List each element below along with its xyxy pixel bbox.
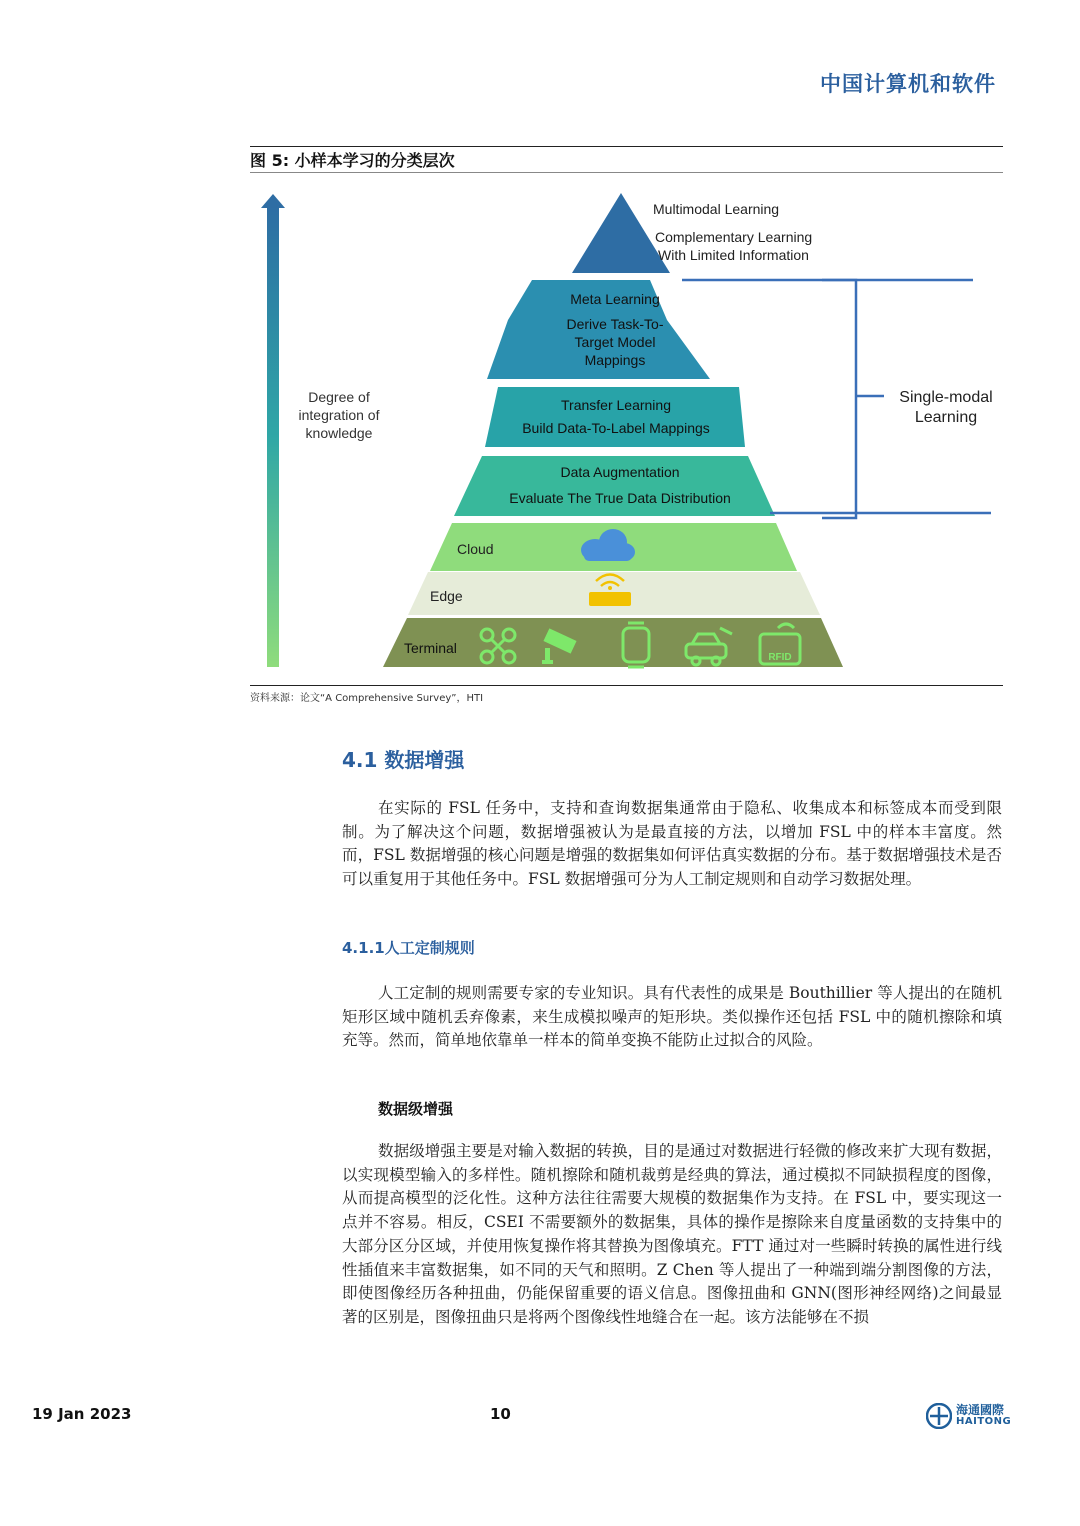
haitong-logo <box>926 1403 1011 1429</box>
figure-top-rule <box>250 146 1003 147</box>
tier-top-line2: With Limited Information <box>658 247 809 263</box>
paragraph-data-level: 数据级增强主要是对输入数据的转换，目的是通过对数据进行轻微的修改来扩大现有数据，以实现模型输入的多样性。随机擦除和随机裁剪是经典的算法，通过模拟不同缺损程度的图像，从而提高模型的泛化性。这种方法往往需要大规模的数据集作为支持。在 FSL 中，要实现这一点并不容易。相反，CSEI 不需要额外的数据集，具体的操作是擦除来自度量函数的支持集中的大部分区分区域，并使用恢复操作将其替换为图像填充。FTT 通过对一些瞬时转换的属性进行线性插值来丰富数据集，如不同的天气和照明。Z Chen 等人提出了一种端到端分割图像的方法，即使图像经历各种扭曲，仍能保留重要的语义信息。图像扭曲和 GNN(图形神经网络)之间最显著的区别是，图像扭曲只是将两个图像线性地缝合在一起。该方法能够在不损 <box>342 1142 1002 1326</box>
footer-page-number: 10 <box>490 1405 511 1423</box>
section-heading: 4.1 数据增强 <box>342 748 465 772</box>
tier-augment-title: Data Augmentation <box>560 464 680 480</box>
bracket-label-line1: Single-modal <box>899 389 993 406</box>
subsubsection-heading: 数据级增强 <box>378 1100 454 1118</box>
paragraph-manual-rules: 人工定制的规则需要专家的专业知识。具有代表性的成果是 Bouthillier 等人提出的在随机矩形区域中随机丢弃像素，来生成模拟噪声的矩形块。类似操作还包括 FSL 中的随机擦除和填充等。然而，简单地依靠单一样本的简单变换不能防止过拟合的风险。 <box>342 984 1002 1050</box>
figure-caption: 图 5: 小样本学习的分类层次 <box>250 151 455 170</box>
bracket-label-line2: Learning <box>914 409 978 426</box>
tier-meta-line1: Derive Task-To- <box>566 316 664 332</box>
tier-transfer-shape <box>485 387 745 447</box>
subsection-heading: 4.1.1人工定制规则 <box>342 939 475 957</box>
tier-terminal-label: Terminal <box>404 640 457 656</box>
tier-meta-line3: Mappings <box>584 352 646 368</box>
rfid-icon-text: RFID <box>768 652 792 663</box>
paragraph-intro: 在实际的 FSL 任务中，支持和查询数据集通常由于隐私、收集成本和标签成本而受到限制。为了解决这个问题，数据增强被认为是最直接的方法，以增加 FSL 中的样本丰富度。然而，FSL 数据增强的核心问题是增强的数据集如何评估真实数据的分布。基于数据增强技术是否可以重复用于其他任务中。FSL 数据增强可分为人工制定规则和自动学习数据处理。 <box>342 799 1002 889</box>
axis-label-line1: Degree of <box>308 389 370 405</box>
report-header-title: 中国计算机和软件 <box>820 72 996 96</box>
axis-label-line3: knowledge <box>305 425 373 441</box>
logo-cn-text: 海通國際 <box>956 1403 1005 1417</box>
tier-transfer-line1: Build Data-To-Label Mappings <box>522 420 710 436</box>
tier-meta-line2: Target Model <box>574 334 656 350</box>
figure-source: 资料来源：论文“A Comprehensive Survey”，HTI <box>250 693 484 704</box>
logo-en-text: HAITONG <box>956 1416 1012 1427</box>
tier-top-line1: Complementary Learning <box>655 229 813 245</box>
tier-top-title: Multimodal Learning <box>653 201 780 217</box>
figure-bottom-rule <box>250 685 1003 686</box>
tier-meta-title: Meta Learning <box>570 291 660 307</box>
tier-augment-line1: Evaluate The True Data Distribution <box>509 490 731 506</box>
tier-transfer-title: Transfer Learning <box>561 397 671 413</box>
haitong-logo-icon <box>926 1403 952 1429</box>
footer-date: 19 Jan 2023 <box>32 1405 132 1423</box>
tier-edge-label: Edge <box>430 588 463 604</box>
knowledge-arrow <box>261 194 285 667</box>
axis-label-line2: integration of <box>298 407 380 423</box>
figure-caption-rule <box>250 172 1003 173</box>
tier-cloud-label: Cloud <box>457 541 494 557</box>
fsl-pyramid-figure <box>250 176 1003 682</box>
